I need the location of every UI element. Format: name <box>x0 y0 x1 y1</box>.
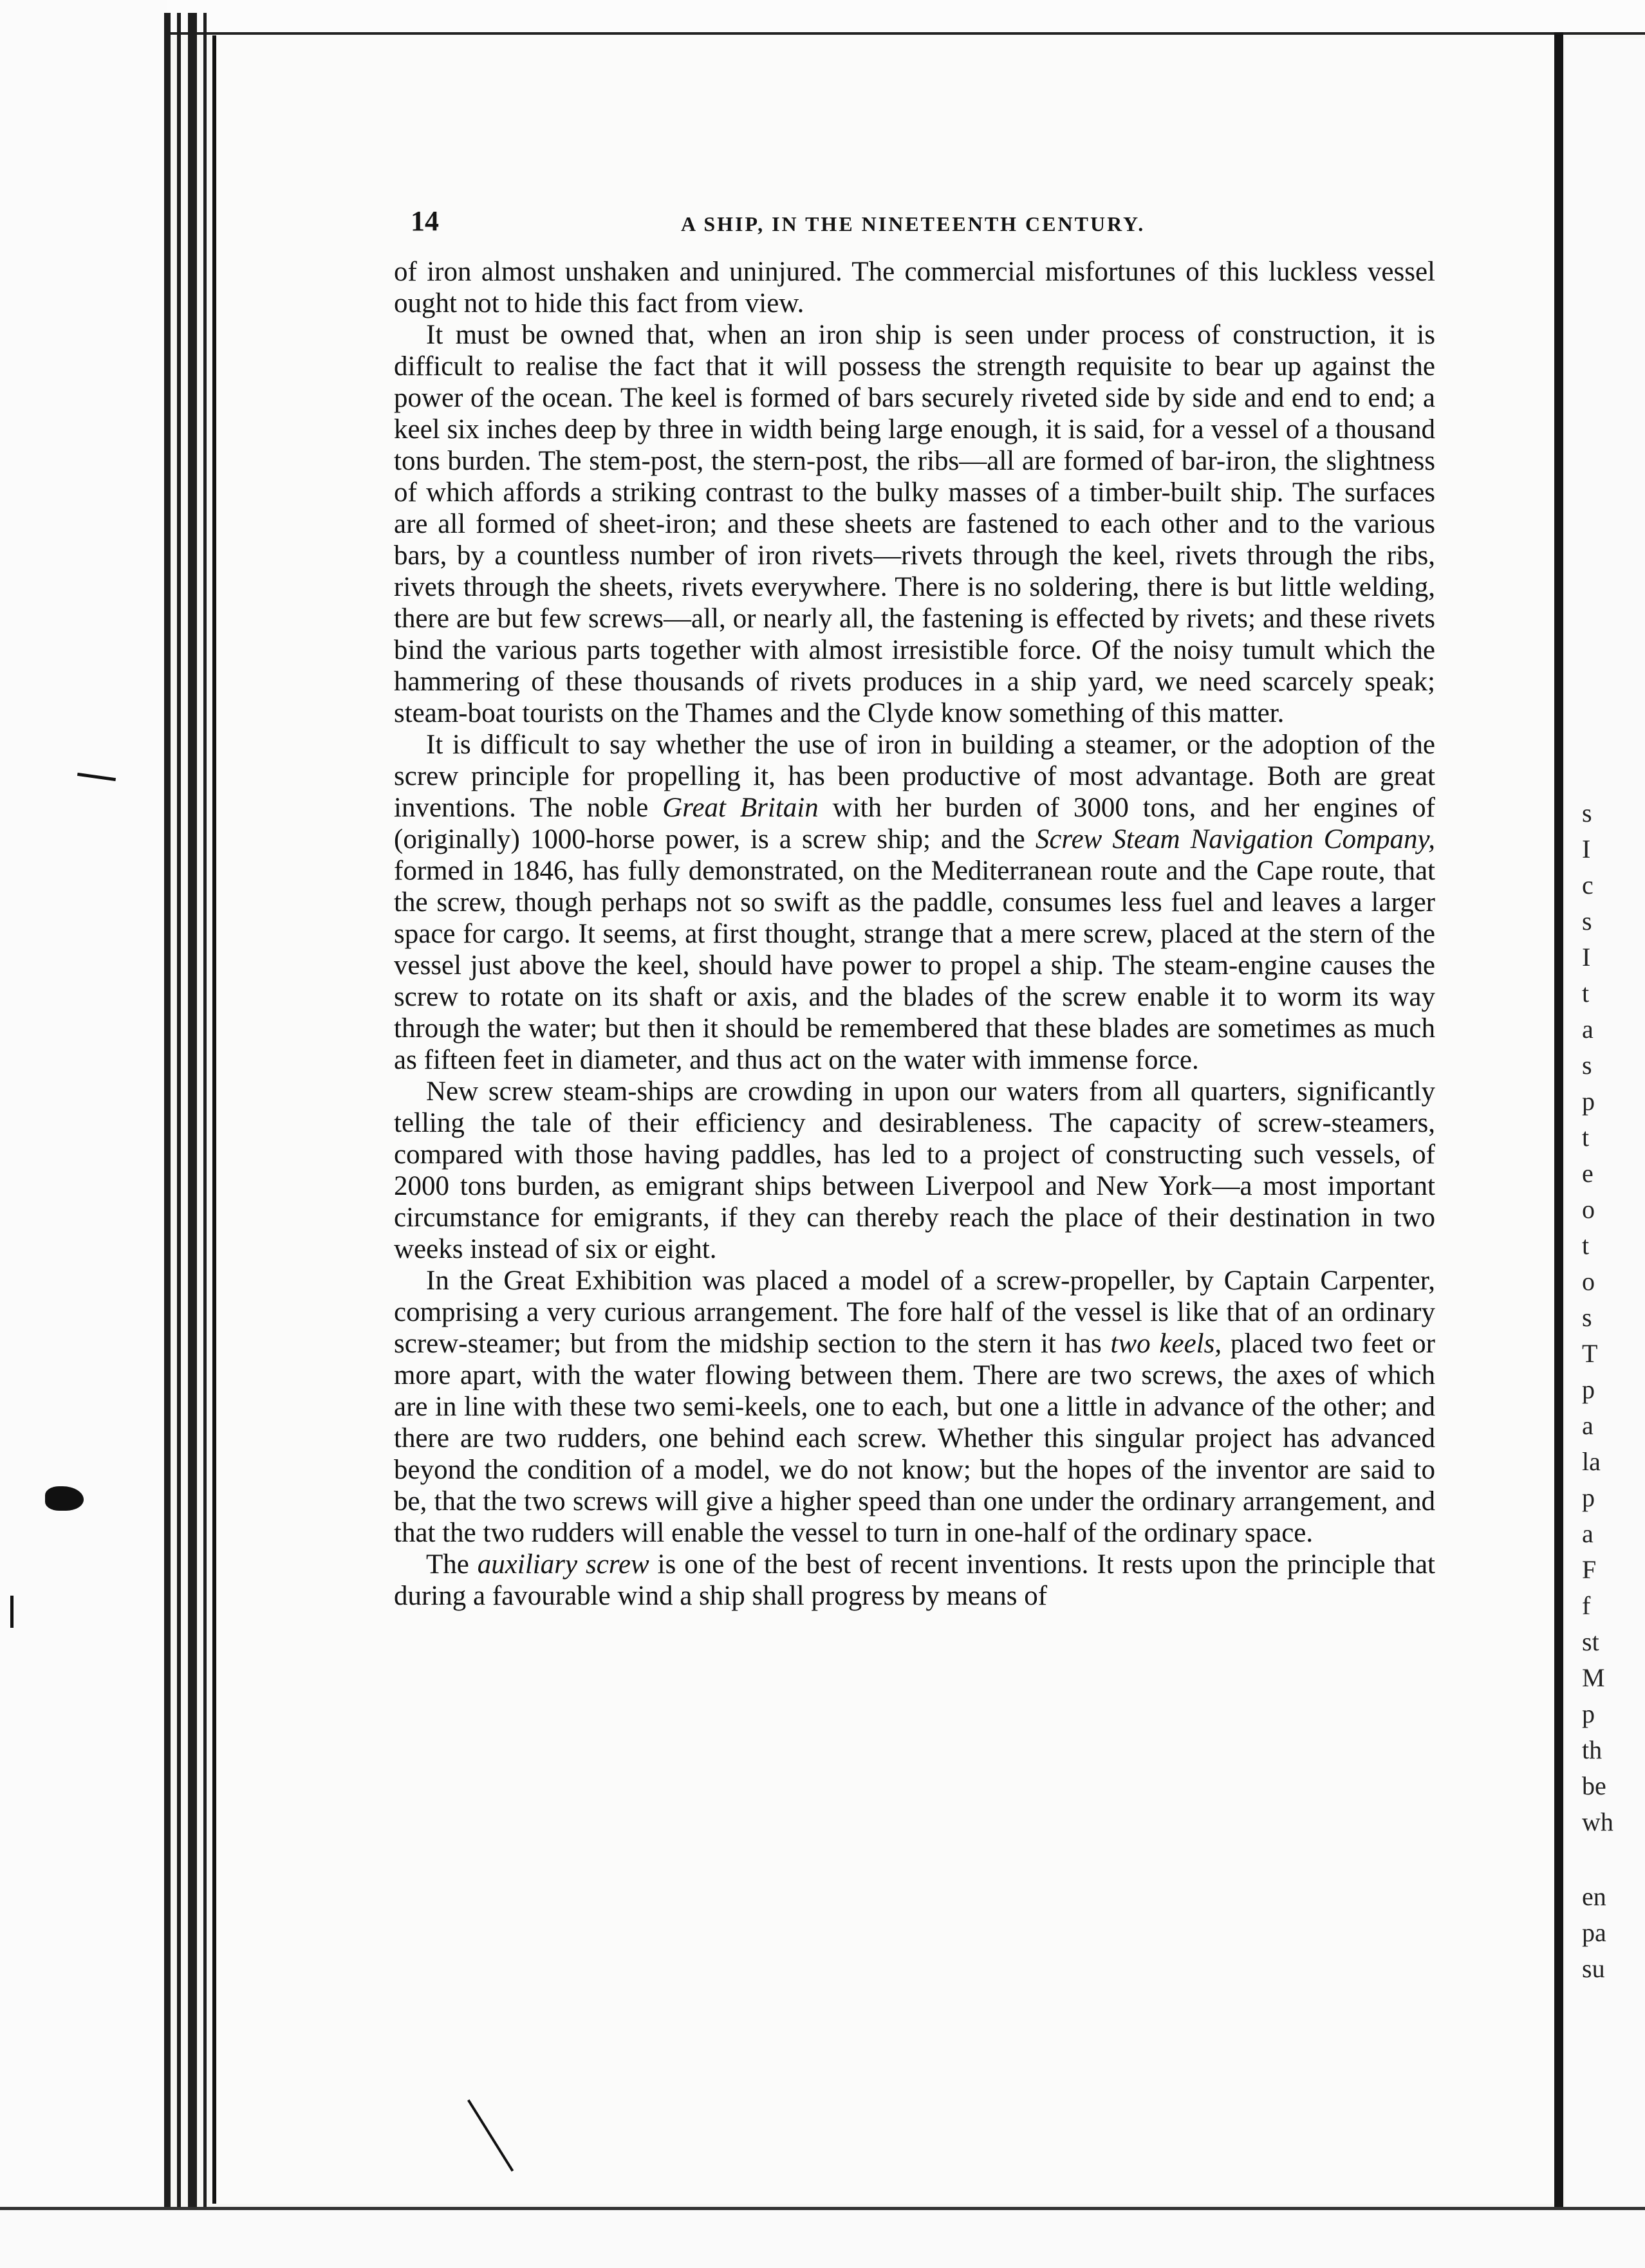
book-edge-line <box>177 13 181 2213</box>
facing-page-edge <box>1565 39 1645 2213</box>
ship-name: Great Britain <box>662 793 819 823</box>
facing-page-fragment: wh <box>1582 1807 1613 1836</box>
facing-page-fragment: a <box>1582 1519 1594 1548</box>
body-text <box>394 256 1435 1612</box>
facing-page-fragment: o <box>1582 1267 1595 1296</box>
book-edge-line <box>188 13 197 2213</box>
facing-page-fragment: s <box>1582 1303 1592 1332</box>
facing-page-fragment: p <box>1582 1375 1595 1404</box>
running-title: A SHIP, IN THE NINETEENTH CENTURY. <box>681 212 1146 235</box>
facing-page-fragment: o <box>1582 1195 1595 1224</box>
facing-page-fragment: su <box>1582 1954 1605 1983</box>
scan-top-edge <box>0 0 1645 35</box>
facing-page-fragment: en <box>1582 1882 1606 1911</box>
paragraph: In the Great Exhibition was placed a model of a screw-propeller, by Captain Carpenter, comprising a very curious arrangement. The fore half of the vessel is like that of an ordinary screw-steamer; but from the midship section to the stern it has two keels, placed two feet or more apart, with the water flowing between them. There are two screws, the axes of which are in line with these two semi-keels, one to each, but one a little in advance of the other; and there are two rudders, one behind each screw. Whether this singular project has advanced beyond the condition of a model, we do not know; but the hopes of the inventor are said to be, that the two screws will give a higher speed than one under the ordinary arrangement, and that the two rudders will enable the vessel to turn in one-half of the ordinary space. <box>394 1266 1435 1548</box>
scan-bottom-edge <box>0 2207 1645 2268</box>
facing-page-fragment: p <box>1582 1087 1595 1116</box>
facing-page-fragment: st <box>1582 1627 1599 1656</box>
page-gutter <box>1554 32 1563 2213</box>
facing-page-fragment: s <box>1582 1051 1592 1080</box>
facing-page-fragment: s <box>1582 798 1592 827</box>
paragraph: It is difficult to say whether the use of iron in building a steamer, or the adoption of the screw principle for propelling it, has been productive of most advantage. Both are great inventions. The noble Great Britain with her burden of 3000 tons, and her engines of (originally) 1000-horse power, is a screw ship; and the Screw Steam Navigation Company, formed in 1846, has fully demonstrated, on the Mediterranean route and the Cape route, that the screw, though perhaps not so swift as the paddle, consumes less fuel and leaves a larger space for cargo. It seems, at first thought, strange that a mere screw, placed at the stern of the vessel just above the keel, should have power to propel a ship. The steam-engine causes the screw to rotate on its shaft or axis, and the blades of the screw enable it to worm its way through the water; but then it should be remembered that these blades are sometimes as much as fifteen feet in diameter, and thus act on the water with immense force. <box>394 730 1435 1075</box>
facing-page-fragment: I <box>1582 834 1591 863</box>
facing-page-fragment: be <box>1582 1771 1606 1800</box>
facing-page-fragment: t <box>1582 1231 1590 1260</box>
facing-page-fragment: a <box>1582 1015 1594 1044</box>
scan-artifact <box>467 2099 514 2171</box>
book-edge-line <box>164 13 171 2213</box>
scan-left-margin <box>0 0 167 2265</box>
emphasis: auxiliary screw <box>477 1549 649 1580</box>
facing-page-fragment: t <box>1582 979 1590 1008</box>
facing-page-fragment: c <box>1582 871 1594 899</box>
facing-page-fragment: I <box>1582 943 1591 972</box>
facing-page-fragment: th <box>1582 1735 1603 1764</box>
facing-page-fragment: f <box>1582 1591 1591 1620</box>
scan-artifact <box>10 1596 14 1628</box>
book-edge-line <box>203 13 207 2213</box>
paragraph: New screw steam-ships are crowding in upon our waters from all quarters, significantly telling the tale of their efficiency and desirableness. The capacity of screw-steamers, compared with those having paddles, has led to a project of constructing such vessels, of 2000 tons burden, as emigrant ships between Liverpool and New York—a most important circumstance for emigrants, if they can thereby reach the place of their destination in two weeks instead of six or eight. <box>394 1076 1435 1264</box>
emphasis: two keels, <box>1110 1329 1222 1359</box>
facing-page-fragment: pa <box>1582 1918 1606 1947</box>
page-number: 14 <box>411 205 439 237</box>
facing-page-fragment: F <box>1582 1555 1597 1584</box>
facing-page-fragment: p <box>1582 1699 1595 1728</box>
facing-page-fragment: T <box>1582 1339 1598 1368</box>
paragraph: It must be owned that, when an iron ship is seen under process of construction, it is difficult to realise the fact that it will possess the strength requisite to bear up against the power of the ocean. The keel is formed of bars securely riveted side by side and end to end; a keel six inches deep by three in width being large enough, it is said, for a vessel of a thousand tons burden. The stem-post, the stern-post, the ribs—all are formed of bar-iron, the slightness of which affords a striking contrast to the bulky masses of a timber-built ship. The surfaces are all formed of sheet-iron; and these sheets are fastened to each other and to the various bars, by a countless number of iron rivets—rivets through the keel, rivets through the ribs, rivets through the sheets, rivets everywhere. There is no soldering, there is but little welding, there are but few screws—all, or nearly all, the fastening is effected by rivets; and these rivets bind the various parts together with almost irresistible force. Of the noisy tumult which the hammering of these thousands of rivets produces in a ship yard, we need scarcely speak; steam-boat tourists on the Thames and the Clyde know something of this matter. <box>394 320 1435 728</box>
facing-page-fragment: la <box>1582 1447 1601 1476</box>
paragraph: The auxiliary screw is one of the best of recent inventions. It rests upon the principle that during a favourable wind a ship shall progress by means of <box>394 1549 1436 1611</box>
running-header <box>411 205 1440 243</box>
facing-page-fragment: p <box>1582 1483 1595 1512</box>
facing-page-fragment: t <box>1582 1123 1590 1152</box>
facing-page-fragment: e <box>1582 1159 1594 1188</box>
scan-artifact <box>45 1486 84 1511</box>
paragraph: of iron almost unshaken and uninjured. The commercial misfortunes of this luckless vessel ought not to hide this fact from view. <box>394 257 1435 318</box>
company-name: Screw Steam Navigation Company, <box>1035 824 1435 854</box>
facing-page-fragment: M <box>1582 1663 1605 1692</box>
facing-page-fragment: s <box>1582 907 1592 936</box>
facing-page-fragment: a <box>1582 1411 1594 1440</box>
